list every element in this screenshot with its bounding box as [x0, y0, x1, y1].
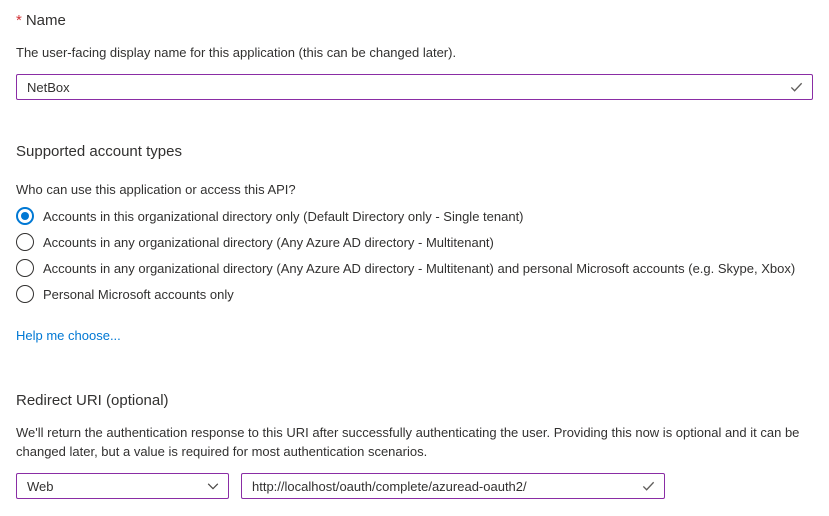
redirect-uri-description: We'll return the authentication response to this URI after successfully authenticating the user. Providing this now is optional and it can be changed later, but a value is required for most authentication scenarios.: [16, 425, 800, 459]
name-label: Name: [25, 12, 66, 29]
account-type-option-single-tenant[interactable]: [16, 207, 524, 225]
radio-label: Accounts in this organizational directory only (Default Directory only - Single tenant): [43, 208, 524, 224]
account-types-heading: Supported account types: [16, 143, 182, 160]
checkmark-icon: [641, 479, 656, 494]
account-type-option-multitenant-personal[interactable]: [16, 259, 795, 277]
name-section-heading: [16, 11, 66, 31]
checkmark-icon: [789, 80, 804, 95]
name-description: The user-facing display name for this application (this can be changed later).: [16, 45, 457, 60]
radio-button[interactable]: [16, 233, 34, 251]
name-input-field: [16, 74, 813, 100]
radio-button[interactable]: [16, 207, 34, 225]
required-asterisk: *: [16, 12, 22, 29]
redirect-uri-input-field: [241, 473, 665, 499]
chevron-down-icon: [206, 479, 220, 493]
radio-label: Accounts in any organizational directory (Any Azure AD directory - Multitenant): [43, 234, 494, 250]
redirect-uri-input[interactable]: [242, 474, 664, 498]
account-type-option-personal-only[interactable]: [16, 285, 234, 303]
account-types-question: Who can use this application or access this API?: [16, 182, 296, 197]
redirect-uri-heading: Redirect URI (optional): [16, 392, 169, 409]
platform-select-value: Web: [27, 478, 54, 494]
account-type-option-multitenant[interactable]: [16, 233, 494, 251]
radio-label: Personal Microsoft accounts only: [43, 286, 234, 302]
platform-select[interactable]: [16, 473, 229, 499]
radio-button[interactable]: [16, 285, 34, 303]
help-me-choose-link[interactable]: Help me choose...: [16, 328, 121, 343]
name-input[interactable]: [17, 75, 812, 99]
radio-label: Accounts in any organizational directory (Any Azure AD directory - Multitenant) and personal Microsoft accounts (e.g. Skype, Xbox): [43, 260, 796, 276]
radio-button[interactable]: [16, 259, 34, 277]
